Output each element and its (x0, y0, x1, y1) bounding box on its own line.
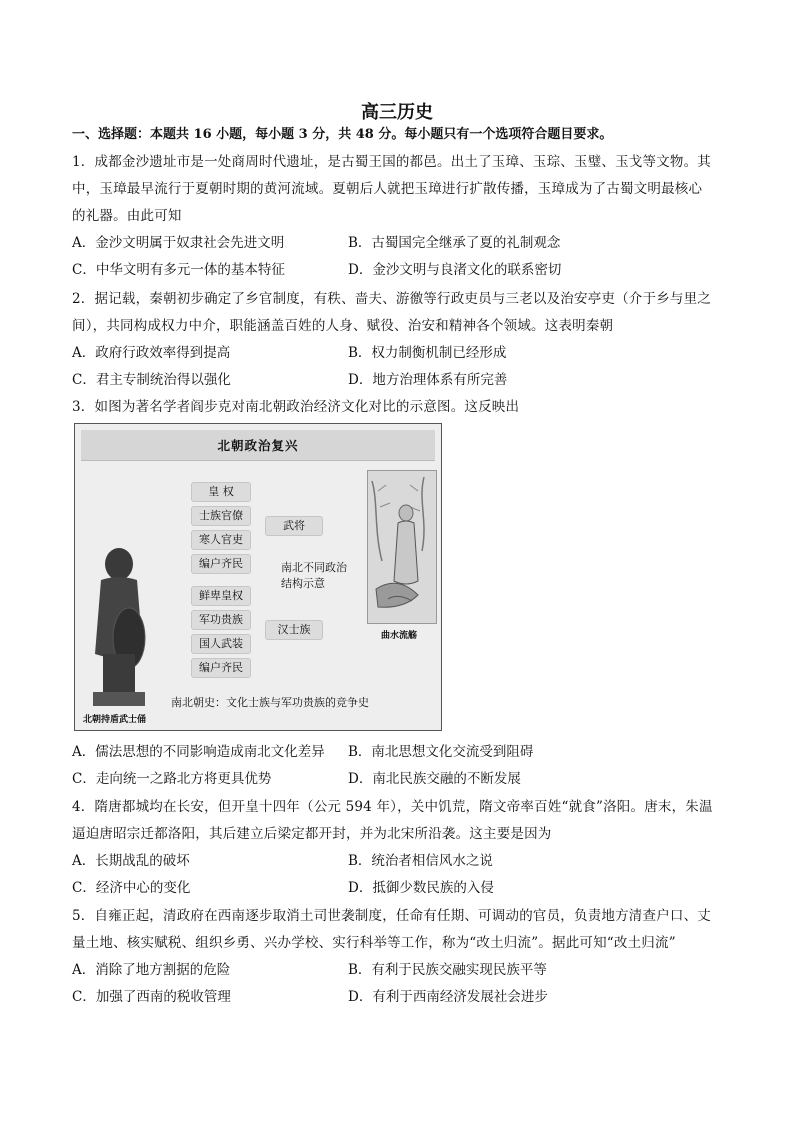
q5-option-b: B．有利于民族交融实现民族平等 (348, 962, 547, 978)
center-label-2: 结构示意 (281, 577, 325, 590)
page-title: 高三历史 (361, 102, 433, 123)
q1-option-c: C．中华文明有多元一体的基本特征 (72, 262, 285, 278)
north-item-bianhu: 编户齐民 (191, 658, 251, 678)
q3-option-c: C．走向统一之路北方将更具优势 (72, 771, 272, 787)
wujiang-label: 武将 (265, 516, 323, 536)
north-item-guoren: 国人武装 (191, 634, 251, 654)
q3-option-b: B．南北思想文化交流受到阻碍 (348, 744, 534, 760)
painting-image (367, 470, 437, 624)
q4-option-c: C．经济中心的变化 (72, 880, 191, 896)
q4-option-a: A．长期战乱的破坏 (72, 853, 190, 869)
q4-stem-line-2: 逼迫唐昭宗迁都洛阳，其后建立后梁定都开封，并为北宋所沿袭。这主要是因为 (72, 826, 552, 842)
q2-option-a: A．政府行政效率得到提高 (72, 345, 231, 361)
statue-image (83, 542, 155, 710)
south-item-bianhu: 编户齐民 (191, 554, 251, 574)
statue-caption: 北朝持盾武士俑 (83, 715, 147, 725)
hanshizu-label: 汉士族 (265, 620, 323, 640)
painting-caption: 曲水流觞 (381, 631, 418, 641)
north-item-jungong: 军功贵族 (191, 610, 251, 630)
q2-stem-line-1: 2．据记载，秦朝初步确定了乡官制度，有秩、啬夫、游徼等行政吏员与三老以及治安亭吏（介于乡与里之 (72, 291, 711, 307)
q5-option-a: A．消除了地方割据的危险 (72, 962, 231, 978)
q3-stem: 3．如图为著名学者阎步克对南北朝政治经济文化对比的示意图。这反映出 (72, 399, 520, 415)
figure-caption: 南北朝史：文化士族与军功贵族的竞争史 (171, 696, 369, 709)
q5-option-c: C．加强了西南的税收管理 (72, 989, 231, 1005)
section-header: 一、选择题：本题共 16 小题，每小题 3 分，共 48 分。每小题只有一个选项符合题目要求。 (72, 127, 613, 142)
q3-figure (74, 423, 442, 731)
q2-stem-line-2: 间），共同构成权力中介，职能涵盖百姓的人身、赋役、治安和精神各个领域。这表明秦朝 (72, 318, 614, 334)
q1-option-a: A．金沙文明属于奴隶社会先进文明 (72, 235, 285, 251)
q1-stem-line-2: 中，玉璋最早流行于夏朝时期的黄河流域。夏朝后人就把玉璋进行扩散传播，玉璋成为了古蜀文明最核心 (72, 181, 703, 197)
south-item-hanren: 寒人官吏 (191, 530, 251, 550)
q5-stem-line-1: 5．自雍正起，清政府在西南逐步取消土司世袭制度，任命有任期、可调动的官员，负责地方清查户口、丈 (72, 908, 711, 924)
south-item-shizu: 士族官僚 (191, 506, 251, 526)
q4-option-d: D．抵御少数民族的入侵 (348, 880, 494, 896)
center-label-1: 南北不同政治 (281, 561, 347, 574)
q4-stem-line-1: 4．隋唐都城均在长安，但开皇十四年（公元 594 年），关中饥荒，隋文帝率百姓“就食”洛阳。唐末，朱温 (72, 799, 713, 815)
q1-option-d: D．金沙文明与良渚文化的联系密切 (348, 262, 562, 278)
q5-option-d: D．有利于西南经济发展社会进步 (348, 989, 548, 1005)
q1-option-b: B．古蜀国完全继承了夏的礼制观念 (348, 235, 561, 251)
q1-stem-line-3: 的礼器。由此可知 (72, 208, 182, 224)
q2-option-c: C．君主专制统治得以强化 (72, 372, 231, 388)
q1-stem-line-1: 1．成都金沙遗址市是一处商周时代遗址，是古蜀王国的都邑。出土了玉璋、玉琮、玉璧、玉戈等文物。其 (72, 154, 711, 170)
q3-option-a: A．儒法思想的不同影响造成南北文化差异 (72, 744, 325, 760)
north-item-xianbei: 鲜卑皇权 (191, 586, 251, 606)
figure-header: 北朝政治复兴 (81, 430, 435, 461)
q5-stem-line-2: 量土地、核实赋税、组织乡勇、兴办学校、实行科举等工作，称为“改土归流”。据此可知“改土归流” (72, 935, 676, 951)
q4-option-b: B．统治者相信风水之说 (348, 853, 493, 869)
q2-option-b: B．权力制衡机制已经形成 (348, 345, 507, 361)
q3-option-d: D．南北民族交融的不断发展 (348, 771, 521, 787)
south-item-huangquan: 皇 权 (191, 482, 251, 502)
q2-option-d: D．地方治理体系有所完善 (348, 372, 508, 388)
